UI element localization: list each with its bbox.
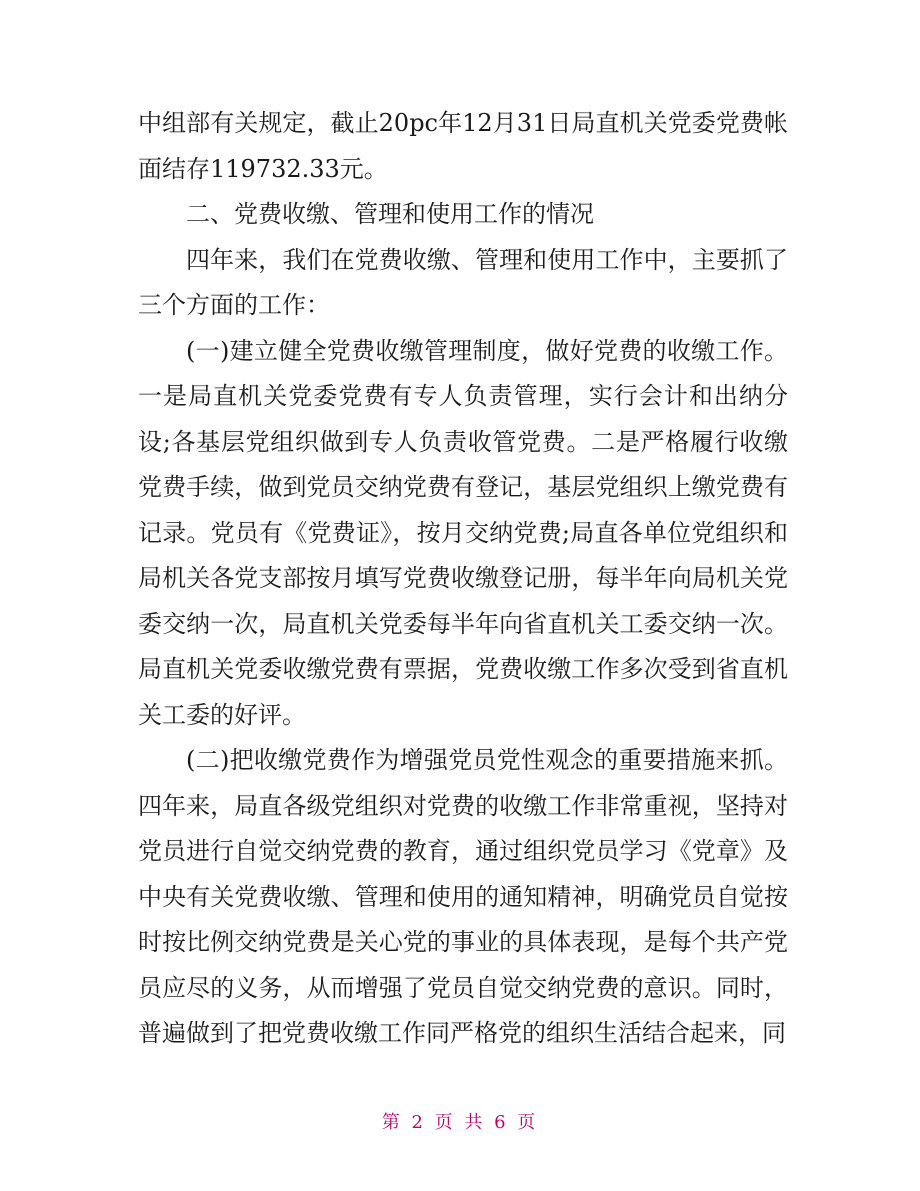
paragraph-1: 中组部有关规定，截止20pc年12月31日局直机关党委党费帐面结存119732.33元。: [138, 109, 788, 183]
paragraph-4: (一)建立健全党费收缴管理制度，做好党费的收缴工作。一是局直机关党委党费有专人负责管理，实行会计和出纳分设;各基层党组织做到专人负责收管党费。二是严格履行收缴党费手续，做到党员交纳党费有登记，基层党组织上缴党费有记录。党员有《党费证》，按月交纳党费;局直各单位党组织和局机关各党支部按月填写党费收缴登记册，每半年向局机关党委交纳一次，局直机关党委每半年向省直机关工委交纳一次。局直机关党委收缴党费有票据，党费收缴工作多次受到省直机关工委的好评。: [138, 336, 788, 729]
section-heading-2: 二、党费收缴、管理和使用工作的情况: [186, 200, 594, 228]
paragraph-3: 四年来，我们在党费收缴、管理和使用工作中，主要抓了三个方面的工作：: [138, 245, 788, 319]
document-body: [138, 101, 788, 1057]
paragraph-5: (二)把收缴党费作为增强党员党性观念的重要措施来抓。四年来，局直各级党组织对党费的收缴工作非常重视，坚持对党员进行自觉交纳党费的教育，通过组织党员学习《党章》及中央有关党费收缴、管理和使用的通知精神，明确党员自觉按时按比例交纳党费是关心党的事业的具体表现，是每个共产党员应尽的义务，从而增强了党员自觉交纳党费的意识。同时，普遍做到了把党费收缴工作同严格党的组织生活结合起来，同: [138, 746, 788, 1047]
page-number-footer: 第 2 页 共 6 页: [381, 1112, 539, 1133]
